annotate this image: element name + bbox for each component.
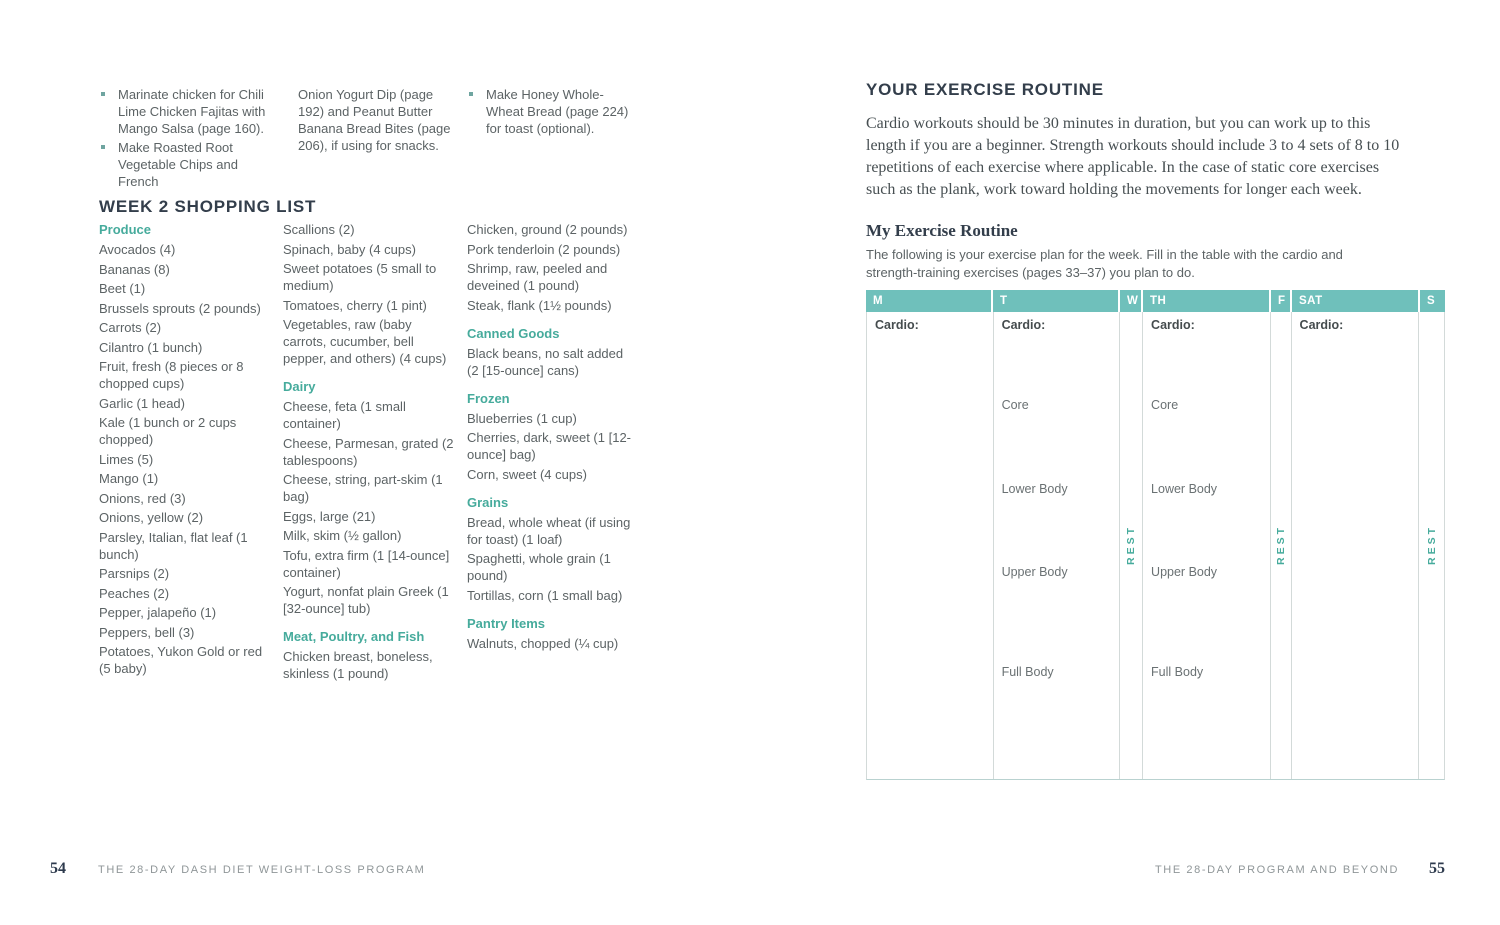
day-cell-tuesday[interactable] (994, 312, 1121, 779)
day-cell-saturday[interactable] (1292, 312, 1420, 779)
shopping-item: Avocados (4) (99, 242, 176, 257)
shopping-item: Mango (1) (99, 471, 159, 486)
shopping-group-items (467, 410, 635, 483)
shopping-column-3 (467, 221, 635, 654)
shopping-item: Chicken breast, boneless, skinless (1 pound) (283, 649, 433, 681)
shopping-group-items (467, 345, 635, 379)
shopping-group-items (467, 514, 635, 604)
rest-cell (1120, 312, 1142, 779)
my-exercise-routine-subheading: My Exercise Routine (866, 221, 1018, 240)
page-number: 55 (1429, 860, 1445, 877)
bullet-icon (469, 92, 473, 96)
shopping-group-items (467, 221, 635, 314)
shopping-group-produce-cont (283, 221, 455, 367)
shopping-item: Beet (1) (99, 281, 146, 296)
shopping-item: Onions, yellow (2) (99, 510, 204, 525)
day-cell-friday-rest (1271, 312, 1292, 779)
shopping-group-title: Produce (99, 222, 152, 237)
cardio-label: Cardio: (1001, 318, 1046, 332)
shopping-item: Parsley, Italian, flat leaf (1 bunch) (99, 529, 248, 562)
day-header-saturday: SAT (1292, 290, 1418, 312)
shopping-item: Parsnips (2) (99, 566, 170, 581)
shopping-item: Peppers, bell (3) (99, 624, 195, 640)
shopping-list-heading: WEEK 2 SHOPPING LIST (99, 197, 317, 216)
shopping-item: Scallions (2) (283, 222, 355, 237)
shopping-item: Bread, whole wheat (if using for toast) (1 loaf) (467, 514, 631, 547)
shopping-item: Cherries, dark, sweet (1 [12-ounce] bag) (467, 430, 632, 462)
shopping-item: Spaghetti, whole grain (1 pound) (467, 551, 611, 583)
prep-note-item (467, 86, 635, 137)
exercise-table (866, 290, 1445, 780)
day-header-thursday: TH (1143, 290, 1269, 312)
rest-label: REST (1425, 525, 1438, 566)
shopping-group-grains (467, 494, 635, 604)
rest-cell (1419, 312, 1444, 779)
shopping-item: Sweet potatoes (5 small to medium) (283, 261, 437, 293)
rest-cell (1271, 312, 1291, 779)
shopping-item: Cheese, string, part-skim (1 bag) (283, 472, 443, 504)
rest-label: REST (1125, 525, 1138, 566)
day-header-friday: F (1271, 290, 1290, 312)
strength-label-full-body: Full Body (1151, 665, 1204, 679)
shopping-item: Bananas (8) (99, 261, 170, 277)
shopping-group-produce (99, 221, 267, 677)
shopping-group-title: Dairy (283, 379, 316, 394)
shopping-item: Peaches (2) (99, 585, 170, 601)
strength-label-core: Core (1001, 398, 1029, 412)
prep-note-item (99, 139, 271, 190)
strength-label-lower-body: Lower Body (1151, 482, 1218, 496)
bullet-icon (101, 145, 105, 149)
day-cell-wednesday-rest (1120, 312, 1143, 779)
exercise-routine-heading: YOUR EXERCISE ROUTINE (866, 80, 1104, 99)
exercise-table-body-row (866, 312, 1445, 780)
running-title: THE 28-DAY DASH DIET WEIGHT-LOSS PROGRAM (98, 864, 426, 876)
shopping-group-title: Frozen (467, 390, 510, 406)
shopping-column-1 (99, 221, 267, 680)
shopping-group-title: Pantry Items (467, 615, 546, 631)
shopping-column-2 (283, 221, 455, 685)
shopping-item: Blueberries (1 cup) (467, 410, 577, 426)
cardio-label: Cardio: (1299, 318, 1344, 332)
prep-notes-col-1 (99, 86, 271, 192)
shopping-group-meat-poultry-fish (283, 628, 455, 682)
shopping-item: Cilantro (1 bunch) (99, 339, 203, 355)
shopping-item: Fruit, fresh (8 pieces or 8 chopped cups) (99, 359, 244, 391)
shopping-group-meat-cont (467, 221, 635, 314)
running-title: THE 28-DAY PROGRAM AND BEYOND (1154, 864, 1399, 876)
shopping-item: Carrots (2) (99, 320, 162, 335)
left-page-footer (50, 860, 425, 878)
shopping-item: Brussels sprouts (2 pounds) (99, 300, 261, 316)
shopping-group-items (467, 635, 635, 652)
shopping-item: Onions, red (3) (99, 490, 186, 506)
shopping-group-title: Meat, Poultry, and Fish (283, 629, 425, 644)
strength-label-full-body: Full Body (1001, 665, 1054, 679)
cardio-label: Cardio: (875, 318, 919, 332)
strength-label-lower-body: Lower Body (1001, 482, 1068, 496)
day-header-monday: M (866, 290, 991, 312)
shopping-item: Walnuts, chopped (¼ cup) (467, 635, 619, 651)
shopping-item: Potatoes, Yukon Gold or red (5 baby) (99, 644, 263, 676)
shopping-item: Corn, sweet (4 cups) (467, 466, 587, 482)
shopping-item: Pork tenderloin (2 pounds) (467, 241, 621, 257)
shopping-item: Eggs, large (21) (283, 508, 376, 524)
shopping-item: Tofu, extra firm (1 [14-ounce] container) (283, 547, 450, 580)
cardio-label: Cardio: (1151, 318, 1195, 332)
shopping-item: Tortillas, corn (1 small bag) (467, 587, 623, 603)
shopping-item: Cheese, Parmesan, grated (2 tablespoons) (283, 435, 454, 468)
prep-note-text: Make Roasted Root Vegetable Chips and French (118, 140, 238, 189)
strength-label-upper-body: Upper Body (1151, 565, 1218, 579)
shopping-item: Steak, flank (1½ pounds) (467, 297, 612, 313)
shopping-group-items (283, 648, 455, 682)
shopping-group-pantry-items (467, 615, 635, 652)
shopping-item: Spinach, baby (4 cups) (283, 241, 416, 257)
strength-label-core: Core (1151, 398, 1179, 412)
shopping-item: Garlic (1 head) (99, 395, 185, 411)
page-number: 54 (50, 860, 66, 877)
day-cell-sunday-rest (1419, 312, 1444, 779)
shopping-group-items (283, 221, 455, 367)
strength-label-upper-body: Upper Body (1001, 565, 1068, 579)
prep-note-text: Marinate chicken for Chili Lime Chicken Fajitas with Mango Salsa (page 160). (118, 87, 266, 136)
exercise-table-header-row (866, 290, 1445, 312)
day-cell-monday[interactable] (867, 312, 994, 779)
shopping-group-items (99, 241, 267, 677)
prep-note-text: Make Honey Whole-Wheat Bread (page 224) for toast (optional). (486, 87, 629, 136)
shopping-item: Kale (1 bunch or 2 cups chopped) (99, 415, 237, 447)
shopping-item: Chicken, ground (2 pounds) (467, 222, 628, 237)
shopping-item: Limes (5) (99, 451, 154, 467)
prep-note-continuation: Onion Yogurt Dip (page 192) and Peanut Butter Banana Bread Bites (page 206), if using for snacks. (298, 87, 451, 153)
day-header-tuesday: T (993, 290, 1118, 312)
rest-label: REST (1274, 525, 1287, 566)
shopping-item: Black beans, no salt added (2 [15-ounce] cans) (467, 345, 624, 378)
shopping-item: Yogurt, nonfat plain Greek (1 [32-ounce] tub) (283, 584, 449, 616)
prep-notes-col-3 (467, 86, 635, 139)
shopping-group-items (283, 398, 455, 617)
shopping-group-title: Grains (467, 494, 509, 510)
shopping-item: Pepper, jalapeño (1) (99, 605, 217, 620)
right-page-footer (1155, 860, 1445, 878)
exercise-plan-instructions: The following is your exercise plan for the week. Fill in the table with the cardio and strength-training exercises (pages 33–37) you plan to do. (866, 247, 1343, 280)
shopping-group-canned-goods (467, 325, 635, 379)
shopping-group-frozen (467, 390, 635, 483)
shopping-item: Cheese, feta (1 small container) (283, 399, 406, 431)
shopping-group-title: Canned Goods (467, 325, 560, 341)
shopping-group-dairy (283, 378, 455, 617)
shopping-item: Shrimp, raw, peeled and deveined (1 pound) (467, 261, 608, 293)
day-header-sunday: S (1420, 290, 1445, 312)
exercise-intro-paragraph: Cardio workouts should be 30 minutes in duration, but you can work up to this length if you are a beginner. Strength workouts should include 3 to 4 sets of 8 to 10 repetitions of each exercise where applicable. In the case of static core exercises such as the plank, work toward holding the movements for longer each week. (866, 115, 1400, 198)
prep-note-item (99, 86, 271, 137)
prep-notes-col-2 (298, 86, 453, 154)
shopping-item: Vegetables, raw (baby carrots, cucumber, bell pepper, and others) (4 cups) (283, 317, 447, 366)
shopping-item: Tomatoes, cherry (1 pint) (283, 297, 427, 313)
bullet-icon (101, 92, 105, 96)
shopping-item: Milk, skim (½ gallon) (283, 528, 402, 543)
day-cell-thursday[interactable] (1143, 312, 1271, 779)
day-header-wednesday: W (1120, 290, 1141, 312)
